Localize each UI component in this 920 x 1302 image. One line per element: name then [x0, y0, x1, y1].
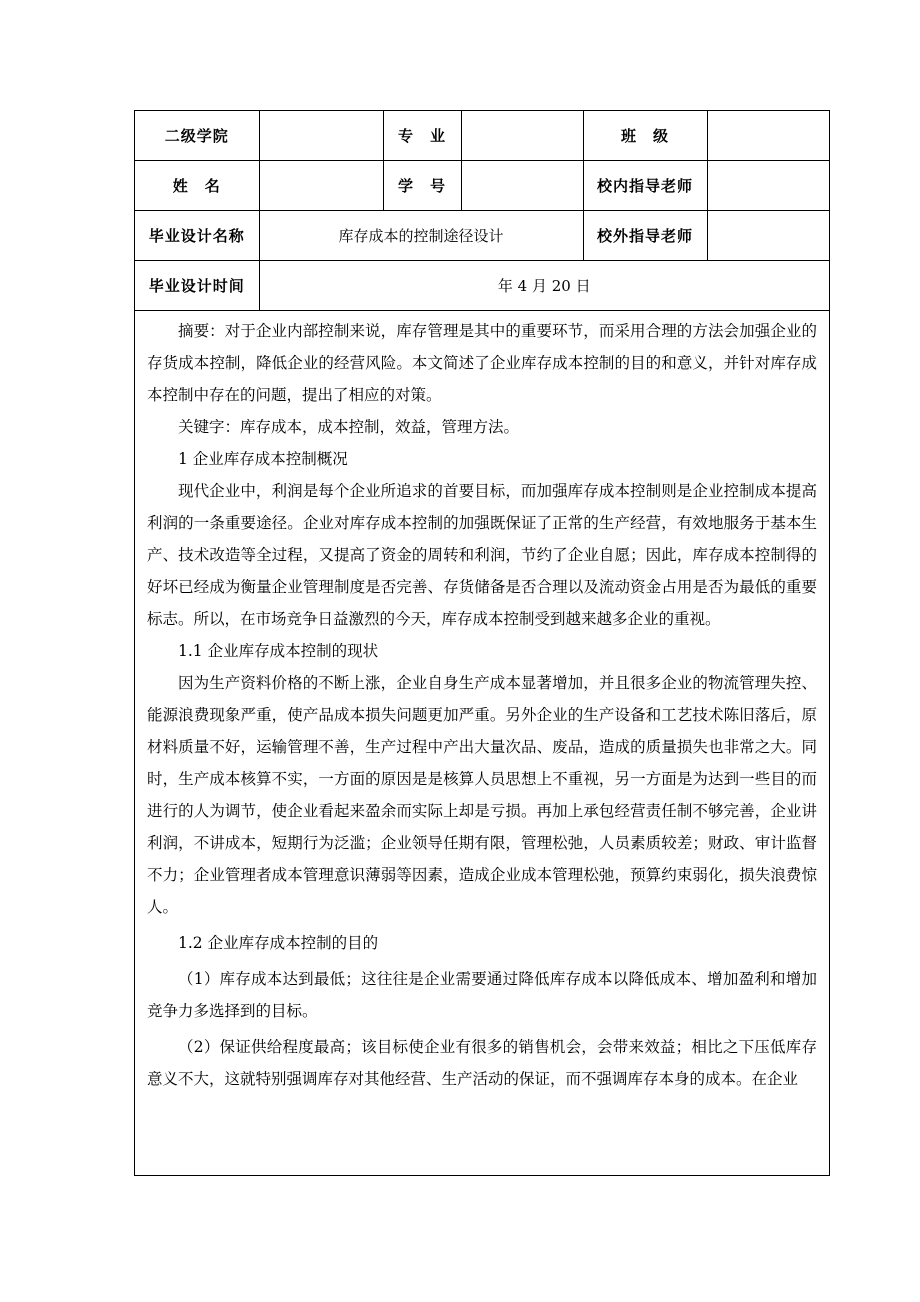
class-field[interactable] — [707, 111, 829, 161]
college-label: 二级学院 — [135, 111, 259, 161]
table-row — [135, 261, 829, 311]
keywords-paragraph: 关键字：库存成本，成本控制，效益，管理方法。 — [178, 418, 520, 436]
outer-teacher-field[interactable] — [707, 211, 829, 261]
content-body — [135, 311, 829, 1095]
body-paragraph: （2）保证供给程度最高；该目标使企业有很多的销售机会，会带来效益；相比之下压低库存意义不大，这就特别强调库存对其他经营、生产活动的保证，而不强调库存本身的成本。在企业 — [147, 1038, 817, 1088]
info-table — [135, 111, 829, 311]
subsection-heading: 1.2 企业库存成本控制的目的 — [178, 934, 379, 952]
form-page — [134, 110, 830, 1176]
table-row — [135, 111, 829, 161]
body-paragraph: 因为生产资料价格的不断上涨，企业自身生产成本显著增加，并且很多企业的物流管理失控、能源浪费现象严重，使产品成本损失问题更加严重。另外企业的生产设备和工艺技术陈旧落后，原材料质量不好，运输管理不善，生产过程中产出大量次品、废品，造成的质量损失也非常之大。同时，生产成本核算不实，一方面的原因是是核算人员思想上不重视，另一方面是为达到一些目的而进行的人为调节，使企业看起来盈余而实际上却是亏损。再加上承包经营责任制不够完善，企业讲利润，不讲成本，短期行为泛滥；企业领导任期有限，管理松弛，人员素质较差；财政、审计监督不力；企业管理者成本管理意识薄弱等因素，造成企业成本管理松弛，预算约束弱化，损失浪费惊人。 — [147, 674, 817, 916]
body-paragraph: （1）库存成本达到最低；这往往是企业需要通过降低库存成本以降低成本、增加盈利和增加竞争力多选择到的目标。 — [147, 970, 817, 1020]
major-field[interactable] — [461, 111, 583, 161]
design-title-label: 毕业设计名称 — [135, 211, 259, 261]
subsection-heading: 1.1 企业库存成本控制的现状 — [178, 642, 379, 660]
class-label: 班 级 — [583, 111, 707, 161]
name-label: 姓 名 — [135, 161, 259, 211]
student-id-field[interactable] — [461, 161, 583, 211]
table-row — [135, 211, 829, 261]
body-paragraph: 现代企业中，利润是每个企业所追求的首要目标，而加强库存成本控制则是企业控制成本提高利润的一条重要途径。企业对库存成本控制的加强既保证了正常的生产经营，有效地服务于基本生产、技术改造等全过程，又提高了资金的周转和利润，节约了企业自愿；因此，库存成本控制得的好坏已经成为衡量企业管理制度是否完善、存货储备是否合理以及流动资金占用是否为最低的重要标志。所以，在市场竞争日益激烈的今天，库存成本控制受到越来越多企业的重视。 — [147, 482, 817, 628]
design-time-value: 年 4 月 20 日 — [259, 261, 829, 311]
major-label: 专 业 — [383, 111, 461, 161]
inner-teacher-field[interactable] — [707, 161, 829, 211]
inner-teacher-label: 校内指导老师 — [583, 161, 707, 211]
student-id-label: 学 号 — [383, 161, 461, 211]
abstract-paragraph: 摘要：对于企业内部控制来说，库存管理是其中的重要环节，而采用合理的方法会加强企业的存货成本控制，降低企业的经营风险。本文简述了企业库存成本控制的目的和意义，并针对库存成本控制中存在的问题，提出了相应的对策。 — [147, 322, 817, 404]
design-title-value: 库存成本的控制途径设计 — [259, 211, 583, 261]
table-row — [135, 161, 829, 211]
college-field[interactable] — [259, 111, 383, 161]
name-field[interactable] — [259, 161, 383, 211]
section-heading: 1 企业库存成本控制概况 — [178, 450, 348, 468]
outer-teacher-label: 校外指导老师 — [583, 211, 707, 261]
design-time-label: 毕业设计时间 — [135, 261, 259, 311]
